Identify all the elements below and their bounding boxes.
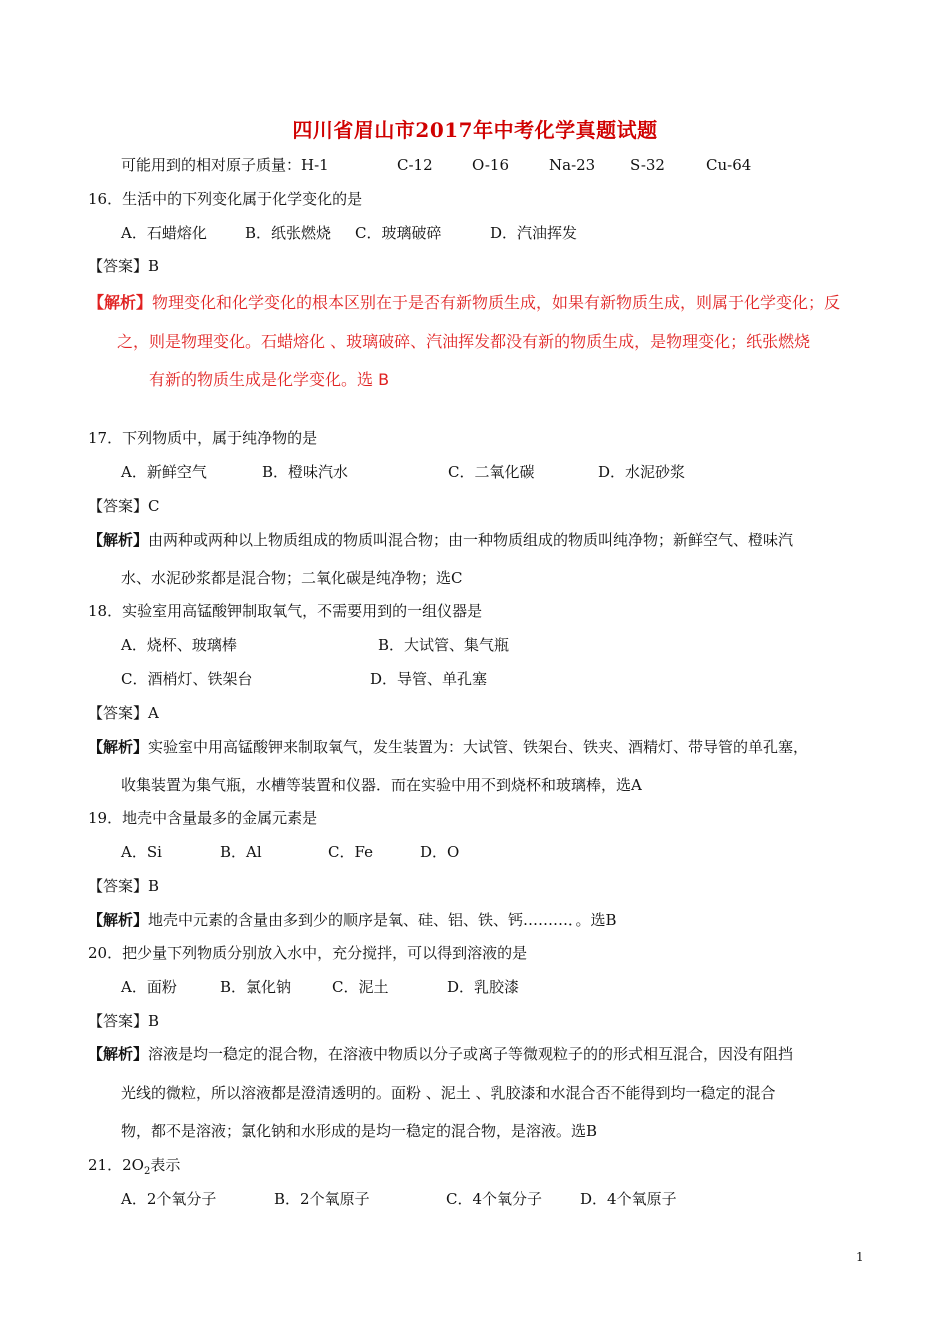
question-20-analysis-line-3: 物，都不是溶液；氯化钠和水形成的是均一稳定的混合物，是溶液。选B	[121, 1122, 598, 1140]
question-20-stem: 20．把少量下列物质分别放入水中，充分搅拌，可以得到溶液的是	[88, 944, 528, 962]
stem-prefix: 21．2O	[88, 1156, 144, 1174]
answer-value: C	[148, 497, 160, 515]
question-16-analysis-line-3: 有新的物质生成是化学变化。选 B	[149, 370, 390, 389]
question-19-option-c: C．Fe	[328, 843, 373, 861]
question-16-option-b: B．纸张燃烧	[245, 224, 332, 242]
question-20-analysis-line-1	[88, 1044, 793, 1064]
question-20-option-b: B．氯化钠	[220, 978, 292, 996]
question-19-stem: 19．地壳中含量最多的金属元素是	[88, 809, 318, 827]
page-number: 1	[856, 1250, 864, 1264]
question-18-analysis-line-1	[88, 737, 808, 757]
question-16-option-c: C．玻璃破碎	[355, 224, 442, 242]
question-20-option-a: A．面粉	[121, 978, 177, 996]
question-18-option-c: C．酒梢灯、铁架台	[121, 670, 253, 688]
question-17-option-b: B．橙味汽水	[262, 463, 349, 481]
analysis-label: 【解析】	[88, 911, 149, 929]
question-17-analysis-line-2: 水、水泥砂浆都是混合物；二氧化碳是纯净物；选C	[121, 569, 463, 587]
question-18-option-d: D．导管、单孔塞	[370, 670, 488, 688]
question-19-option-d: D．O	[420, 843, 460, 861]
stem-subscript: 2	[143, 1166, 151, 1177]
analysis-text: 地壳中元素的含量由多到少的顺序是氧、硅、铝、铁、钙………．。选B	[148, 911, 617, 929]
answer-label: 【答案】	[88, 257, 149, 275]
question-16-answer	[88, 256, 159, 276]
question-21-option-c: C．4个氧分子	[446, 1190, 543, 1208]
question-19-answer	[88, 876, 159, 896]
answer-label: 【答案】	[88, 704, 149, 722]
analysis-label: 【解析】	[88, 738, 149, 756]
question-20-option-c: C．泥土	[332, 978, 389, 996]
question-16-option-a: A．石蜡熔化	[121, 224, 207, 242]
atomic-mass-h: 可能用到的相对原子质量：H-1	[121, 156, 329, 174]
answer-value: B	[148, 877, 160, 895]
analysis-label: 【解析】	[88, 1045, 149, 1063]
question-17-option-a: A．新鲜空气	[121, 463, 207, 481]
atomic-mass-c: C-12	[397, 156, 433, 174]
answer-value: B	[148, 257, 160, 275]
question-16-option-d: D．汽油挥发	[490, 224, 578, 242]
question-17-option-d: D．水泥砂浆	[598, 463, 686, 481]
analysis-text: 物理变化和化学变化的根本区别在于是否有新物质生成，如果有新物质生成，则属于化学变化；反	[152, 293, 841, 312]
question-16-stem: 16．生活中的下列变化属于化学变化的是	[88, 190, 363, 208]
question-18-answer	[88, 703, 159, 723]
atomic-mass-s: S-32	[630, 156, 665, 174]
analysis-text: 实验室中用高锰酸钾来制取氧气，发生装置为：大试管、铁架台、铁夹、酒精灯、带导管的单孔塞，	[148, 738, 809, 756]
answer-label: 【答案】	[88, 497, 149, 515]
question-18-stem: 18．实验室用高锰酸钾制取氧气，不需要用到的一组仪器是	[88, 602, 483, 620]
question-20-analysis-line-2: 光线的微粒，所以溶液都是澄清透明的。面粉 、泥土 、乳胶漆和水混合否不能得到均一稳定的混合	[121, 1084, 776, 1102]
question-20-option-d: D．乳胶漆	[447, 978, 520, 996]
question-17-option-c: C．二氧化碳	[448, 463, 535, 481]
question-21-option-a: A．2个氧分子	[121, 1190, 217, 1208]
question-18-option-b: B．大试管、集气瓶	[378, 636, 510, 654]
atomic-mass-cu: Cu-64	[706, 156, 752, 174]
answer-value: A	[148, 704, 159, 722]
question-19-option-a: A．Si	[121, 843, 162, 861]
question-17-analysis-line-1	[88, 530, 793, 550]
question-21-stem	[88, 1155, 180, 1182]
analysis-label: 【解析】	[88, 293, 153, 312]
question-19-analysis-line-1	[88, 910, 617, 930]
question-21-option-b: B．2个氧原子	[274, 1190, 370, 1208]
question-18-option-a: A．烧杯、玻璃棒	[121, 636, 237, 654]
question-18-analysis-line-2: 收集装置为集气瓶，水槽等装置和仪器．而在实验中用不到烧杯和玻璃棒，选A	[121, 776, 642, 794]
analysis-text: 溶液是均一稳定的混合物，在溶液中物质以分子或离子等微观粒子的的形式相互混合，因没有阻挡	[148, 1045, 794, 1063]
analysis-text: 由两种或两种以上物质组成的物质叫混合物；由一种物质组成的物质叫纯净物；新鲜空气、橙味汽	[148, 531, 794, 549]
answer-value: B	[148, 1012, 160, 1030]
question-21-option-d: D．4个氧原子	[580, 1190, 677, 1208]
question-17-stem: 17．下列物质中，属于纯净物的是	[88, 429, 318, 447]
question-16-analysis-line-1	[88, 290, 840, 313]
question-16-analysis-line-2: 之，则是物理变化。石蜡熔化 、玻璃破碎、汽油挥发都没有新的物质生成，是物理变化；纸张燃烧	[117, 332, 811, 351]
answer-label: 【答案】	[88, 1012, 149, 1030]
question-20-answer	[88, 1011, 159, 1031]
question-19-option-b: B．Al	[220, 843, 262, 861]
question-17-answer	[88, 496, 160, 516]
page-title: 四川省眉山市2017年中考化学真题试题	[292, 118, 658, 142]
analysis-label: 【解析】	[88, 531, 149, 549]
atomic-mass-o: O-16	[472, 156, 510, 174]
atomic-mass-na: Na-23	[549, 156, 596, 174]
stem-suffix: 表示	[150, 1156, 181, 1174]
answer-label: 【答案】	[88, 877, 149, 895]
